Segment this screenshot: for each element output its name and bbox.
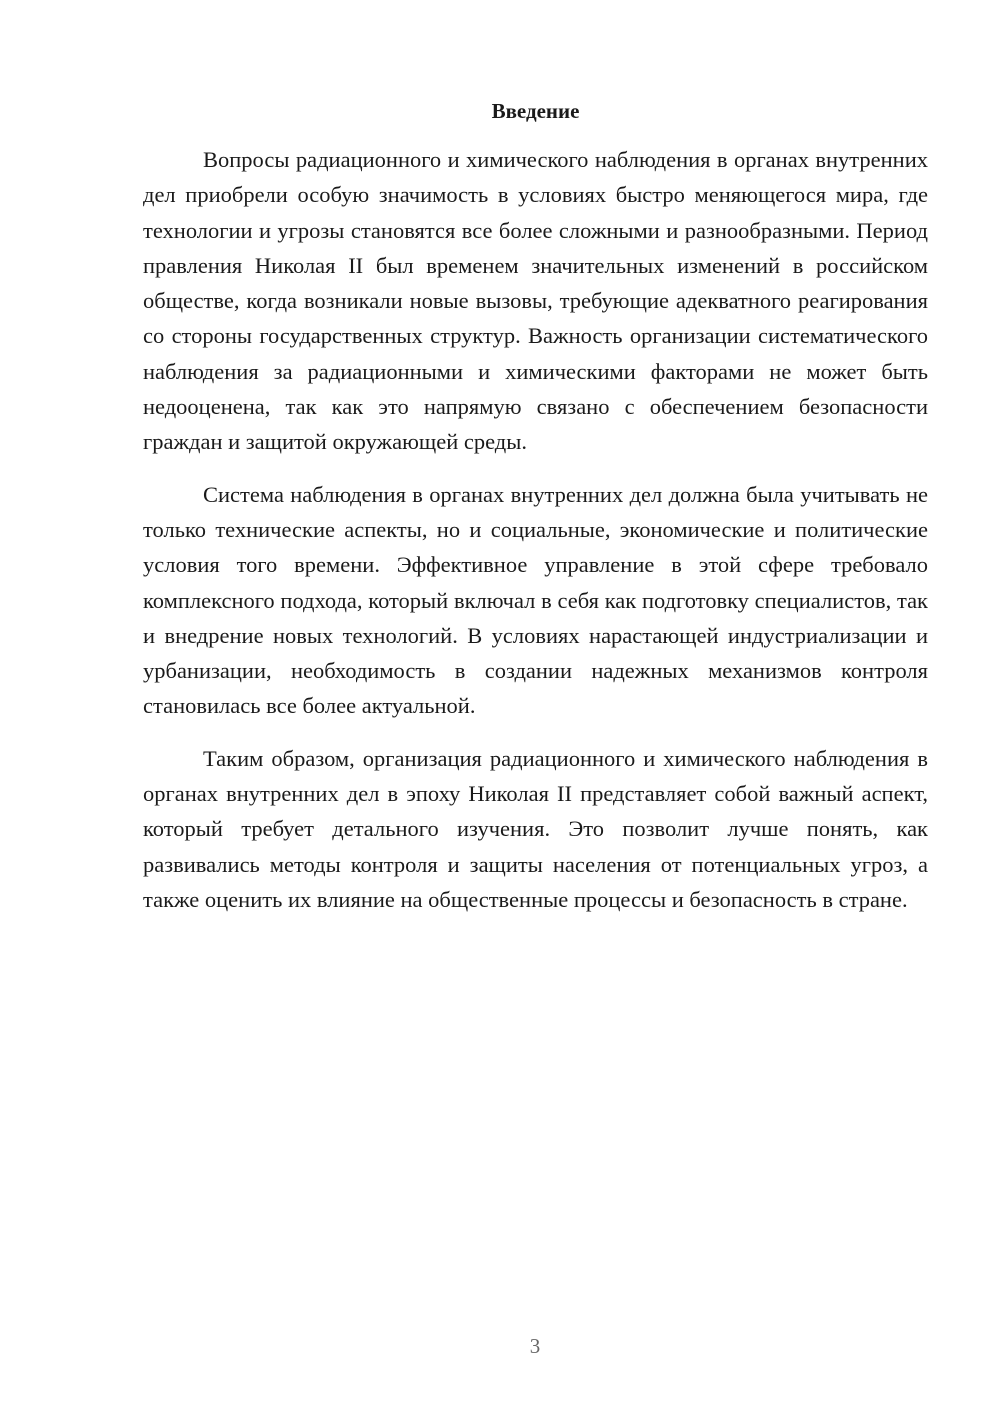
section-heading: Введение [491,99,580,123]
paragraph-1: Вопросы радиационного и химического наблюдения в органах внутренних дел приобрели особую значимость в условиях быстро меняющегося мира, где технологии и угрозы становятся все более сложными и разнообразными. Период правления Николая II был временем значительных изменений в российском обществе, когда возникали новые вызовы, требующие адекватного реагирования со стороны государственных структур. Важность организации систематического наблюдения за радиационными и химическими факторами не может быть недооценена, так как это напрямую связано с обеспечением безопасности граждан и защитой окружающей среды. [143,147,928,455]
paragraph-3: Таким образом, организация радиационного и химического наблюдения в органах внутренних дел в эпоху Николая II представляет собой важный аспект, который требует детального изучения. Это позволит лучше понять, как развивались методы контроля и защиты населения от потенциальных угроз, а также оценить их влияние на общественные процессы и безопасность в стране. [143,745,928,912]
body-text [143,142,928,934]
page-number: 3 [529,1334,541,1358]
paragraph-2: Система наблюдения в органах внутренних дел должна была учитывать не только технические аспекты, но и социальные, экономические и политические условия того времени. Эффективное управление в этой сфере требовало комплексного подхода, который включал в себя как подготовку специалистов, так и внедрение новых технологий. В условиях нарастающей индустриализации и урбанизации, необходимость в создании надежных механизмов контроля становилась все более актуальной. [143,481,928,719]
